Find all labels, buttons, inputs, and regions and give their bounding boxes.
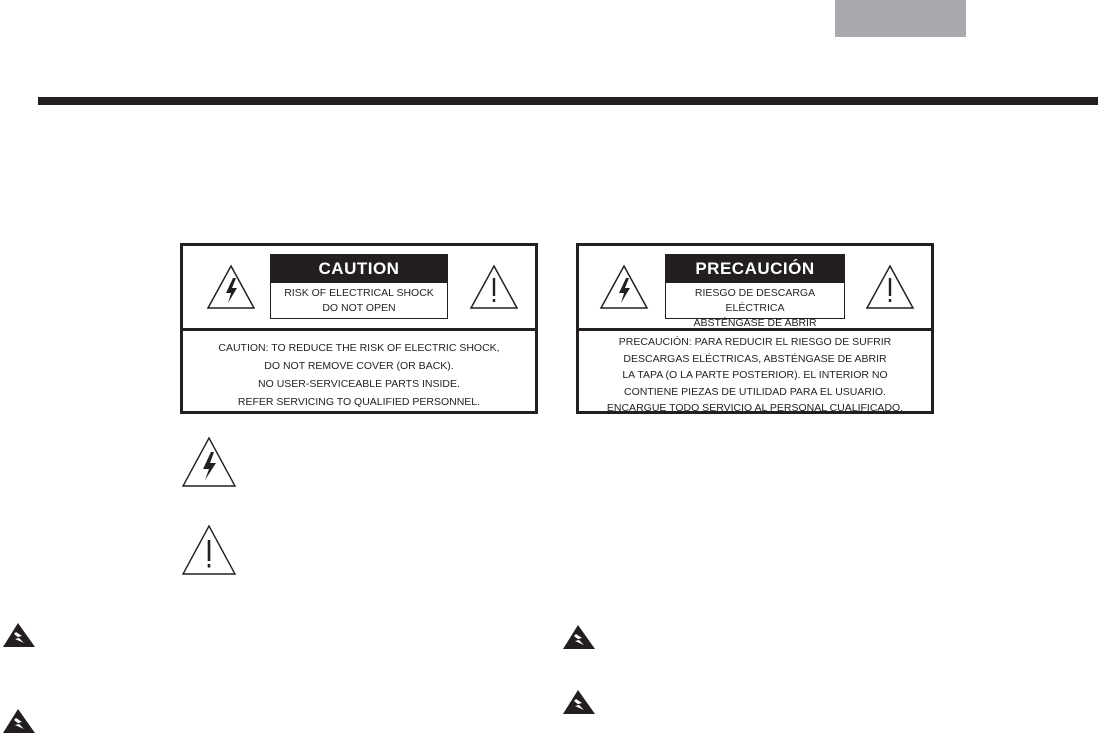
precaucion-body-line: ENCARGUE TODO SERVICIO AL PERSONAL CUALIFICADO. [606,402,904,414]
precaucion-sub-line: RIESGO DE DESCARGA ELÉCTRICA [694,287,816,314]
language-tab [835,0,966,37]
precaucion-sub-line: ABSTÉNGASE DE ABRIR [693,317,817,329]
precaucion-panel [665,254,845,329]
warning-marker-icon [562,689,596,715]
caution-sub-line: RISK OF ELECTRICAL SHOCK [284,287,434,299]
warning-marker-icon [2,622,36,648]
precaucion-body-line: CONTIENE PIEZAS DE UTILIDAD PARA EL USUARIO. [624,385,886,398]
precaucion-subtext [666,283,844,331]
exclamation-triangle-icon [469,264,519,310]
caution-sub-line: DO NOT OPEN [322,302,396,314]
precaucion-body-line: DESCARGAS ELÉCTRICAS, ABSTÉNGASE DE ABRIR [623,352,887,365]
warning-marker-icon [2,708,36,734]
caution-label-upper [579,246,931,331]
caution-body-line: NO USER-SERVICEABLE PARTS INSIDE. [258,378,460,390]
caution-label-upper [183,246,535,331]
precaucion-body-line: LA TAPA (O LA PARTE POSTERIOR). EL INTERIOR NO [622,369,888,381]
caution-heading: CAUTION [271,255,447,283]
caution-body-line: DO NOT REMOVE COVER (OR BACK). [264,360,454,372]
caution-body [183,339,535,411]
caution-body-line: CAUTION: TO REDUCE THE RISK OF ELECTRIC SHOCK, [218,342,500,354]
precaucion-body [579,334,931,417]
lightning-triangle-icon [599,264,649,310]
caution-subtext [271,283,447,316]
exclamation-triangle-icon [865,264,915,310]
caution-label-english [180,243,538,414]
caution-label-spanish [576,243,934,414]
lightning-triangle-icon [206,264,256,310]
precaucion-body-line: PRECAUCIÓN: PARA REDUCIR EL RIESGO DE SUFRIR [618,336,892,348]
caution-panel [270,254,448,319]
caution-body-line: REFER SERVICING TO QUALIFIED PERSONNEL. [237,396,481,408]
exclamation-triangle-icon [181,524,237,576]
warning-marker-icon [562,624,596,650]
header-rule [38,97,1098,105]
precaucion-heading: PRECAUCIÓN [666,255,844,283]
lightning-triangle-icon [181,436,237,488]
